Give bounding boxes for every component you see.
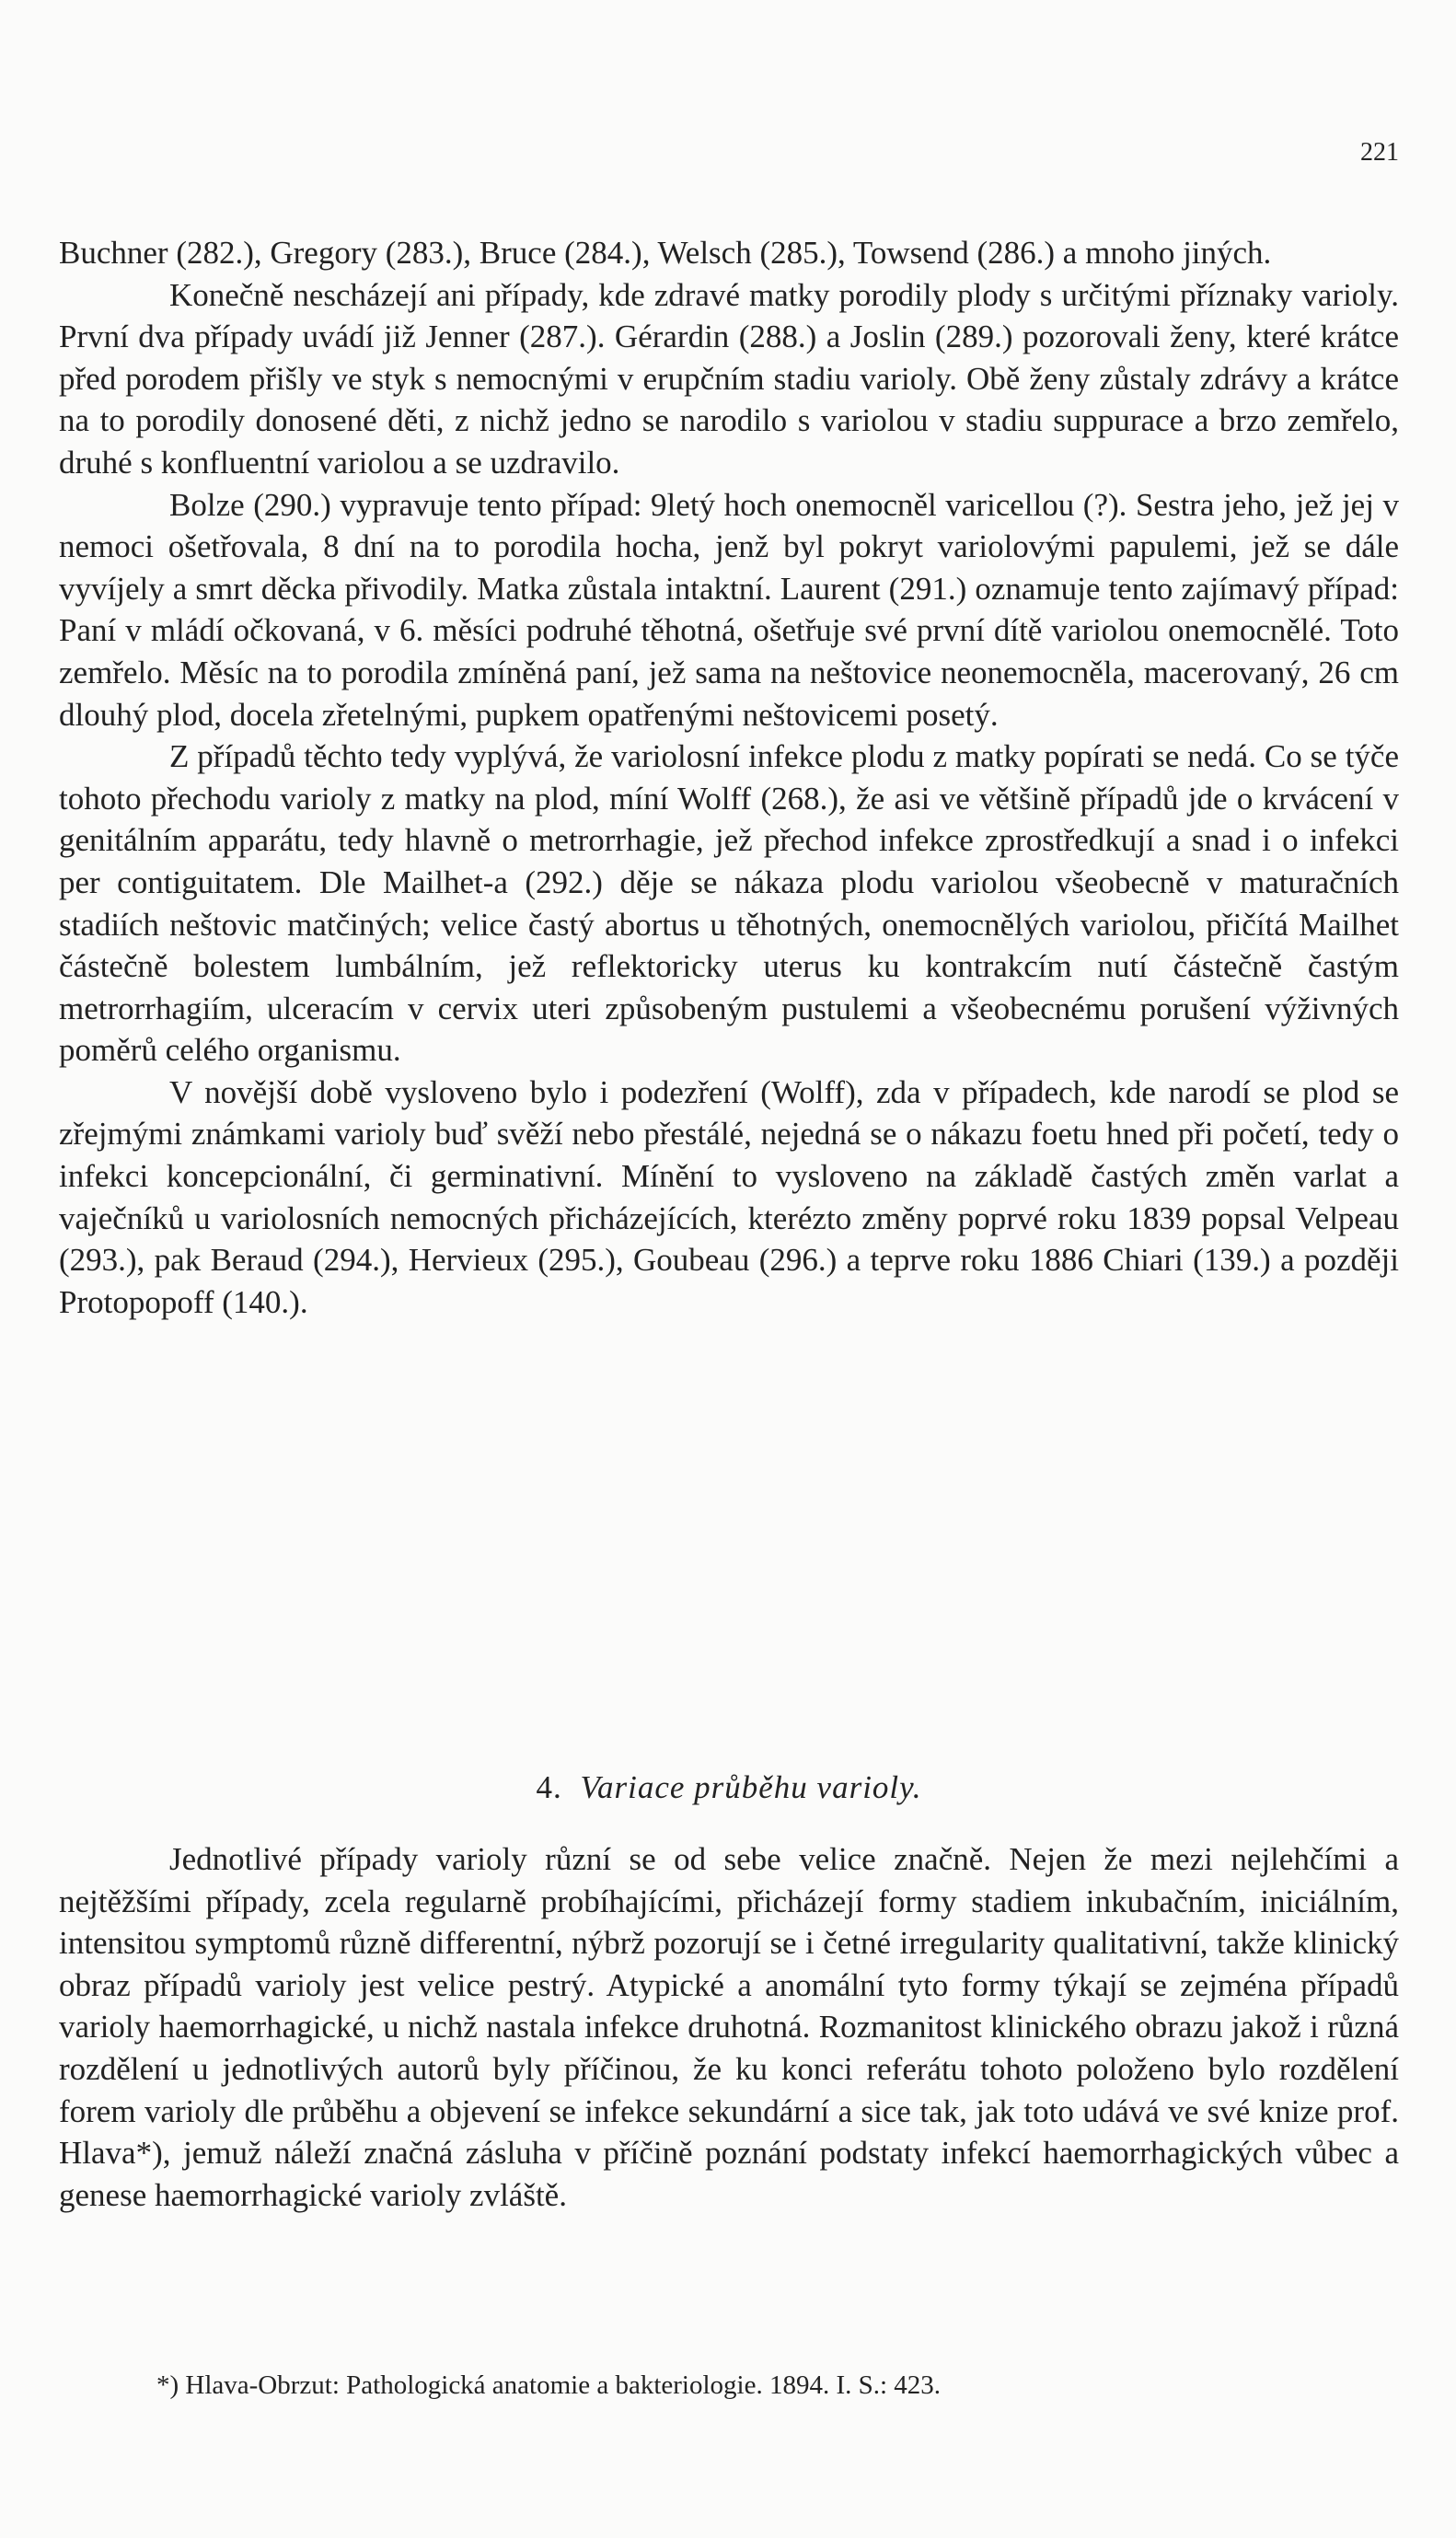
main-text bbox=[59, 232, 1399, 1323]
paragraph: Buchner (282.), Gregory (283.), Bruce (284.), Welsch (285.), Towsend (286.) a mnoho jiných. bbox=[59, 235, 1272, 271]
section-heading bbox=[59, 1769, 1399, 1806]
section-text bbox=[59, 1838, 1399, 2216]
page-number: 221 bbox=[1360, 138, 1399, 167]
paragraph: Z případů těchto tedy vyplývá, že variolosní infekce plodu z matky popírati se nedá. Co se týče tohoto přechodu varioly z matky na plod, míní Wolff (268.), že asi ve většině případů jde o krvácení v genitálním apparátu, tedy hlavně o metrorrhagie, jež přechod infekce zprostředkují a snad i o infekci per contiguitatem. Dle Mailhet-a (292.) děje se nákaza plodu variolou všeobecně v maturačních stadiích neštovic matčiných; velice častý abortus u těhotných, onemocnělých variolou, přičítá Mailhet částečně bolestem lumbálním, jež reflektoricky uterus ku kontrakcím nutí částečně častým metrorrhagiím, ulceracím v cervix uteri způsobeným pustulemi a všeobecnému porušení výživných poměrů celého organismu. bbox=[59, 738, 1399, 1069]
footnote: *) Hlava-Obrzut: Pathologická anatomie a bakteriologie. 1894. I. S.: 423. bbox=[156, 2370, 942, 2400]
paragraph: Jednotlivé případy varioly různí se od sebe velice značně. Nejen že mezi nejlehčími a nejtěžšími případy, zcela regularně probíhajícími, přicházejí formy stadiem inkubačním, iniciálním, intensitou symptomů různě differentní, nýbrž pozorují se i četné irregularity qualitativní, takže klinický obraz případů varioly jest velice pestrý. Atypické a anomální tyto formy týkají se zejména případů varioly haemorrhagické, u nichž nastala infekce druhotná. Rozmanitost klinického obrazu jakož i různá rozdělení u jednotlivých autorů byly příčinou, že ku konci referátu tohoto položeno bylo rozdělení forem varioly dle průběhu a objevení se infekce sekundární a sice tak, jak toto udává ve své knize prof. Hlava*), jemuž náleží značná zásluha v příčině poznání podstaty infekcí haemorrhagických vůbec a genese haemorrhagické varioly zvláště. bbox=[59, 1841, 1399, 2213]
paragraph: Konečně nescházejí ani případy, kde zdravé matky porodily plody s určitými příznaky varioly. První dva případy uvádí již Jenner (287.). Gérardin (288.) a Joslin (289.) pozorovali ženy, které krátce před porodem přišly ve styk s nemocnými v erupčním stadiu varioly. Obě ženy zůstaly zdrávy a krátce na to porodily donosené děti, z nichž jedno se narodilo s variolou v stadiu suppurace a brzo zemřelo, druhé s konfluentní variolou a se uzdravilo. bbox=[59, 276, 1399, 481]
paragraph: V novější době vysloveno bylo i podezření (Wolff), zda v případech, kde narodí se plod se zřejmými známkami varioly buď svěží nebo přestálé, nejedná se o nákazu foetu hned při početí, tedy o infekci koncepcionální, či germinativní. Mínění to vysloveno na základě častých změn varlat a vaječníků u variolosních nemocných přicházejících, kterézto změny poprvé roku 1839 popsal Velpeau (293.), pak Beraud (294.), Hervieux (295.), Goubeau (296.) a teprve roku 1886 Chiari (139.) a později Protopopoff (140.). bbox=[59, 1073, 1399, 1320]
paragraph: Bolze (290.) vypravuje tento případ: 9letý hoch onemocněl varicellou (?). Sestra jeho, jež jej v nemoci ošetřovala, 8 dní na to porodila hocha, jenž byl pokryt variolovými papulemi, jež se dále vyvíjely a smrt děcka přivodily. Matka zůstala intaktní. Laurent (291.) oznamuje tento zajímavý případ: Paní v mládí očkovaná, v 6. měsíci podruhé těhotná, ošetřuje své první dítě variolou onemocnělé. Toto zemřelo. Měsíc na to porodila zmíněná paní, jež sama na neštovice neonemocněla, macerovaný, 26 cm dlouhý plod, docela zřetelnými, pupkem opatřenými neštovicemi posetý. bbox=[59, 486, 1399, 733]
section-number: 4. bbox=[536, 1769, 562, 1805]
section-title: Variace průběhu varioly. bbox=[580, 1769, 922, 1805]
